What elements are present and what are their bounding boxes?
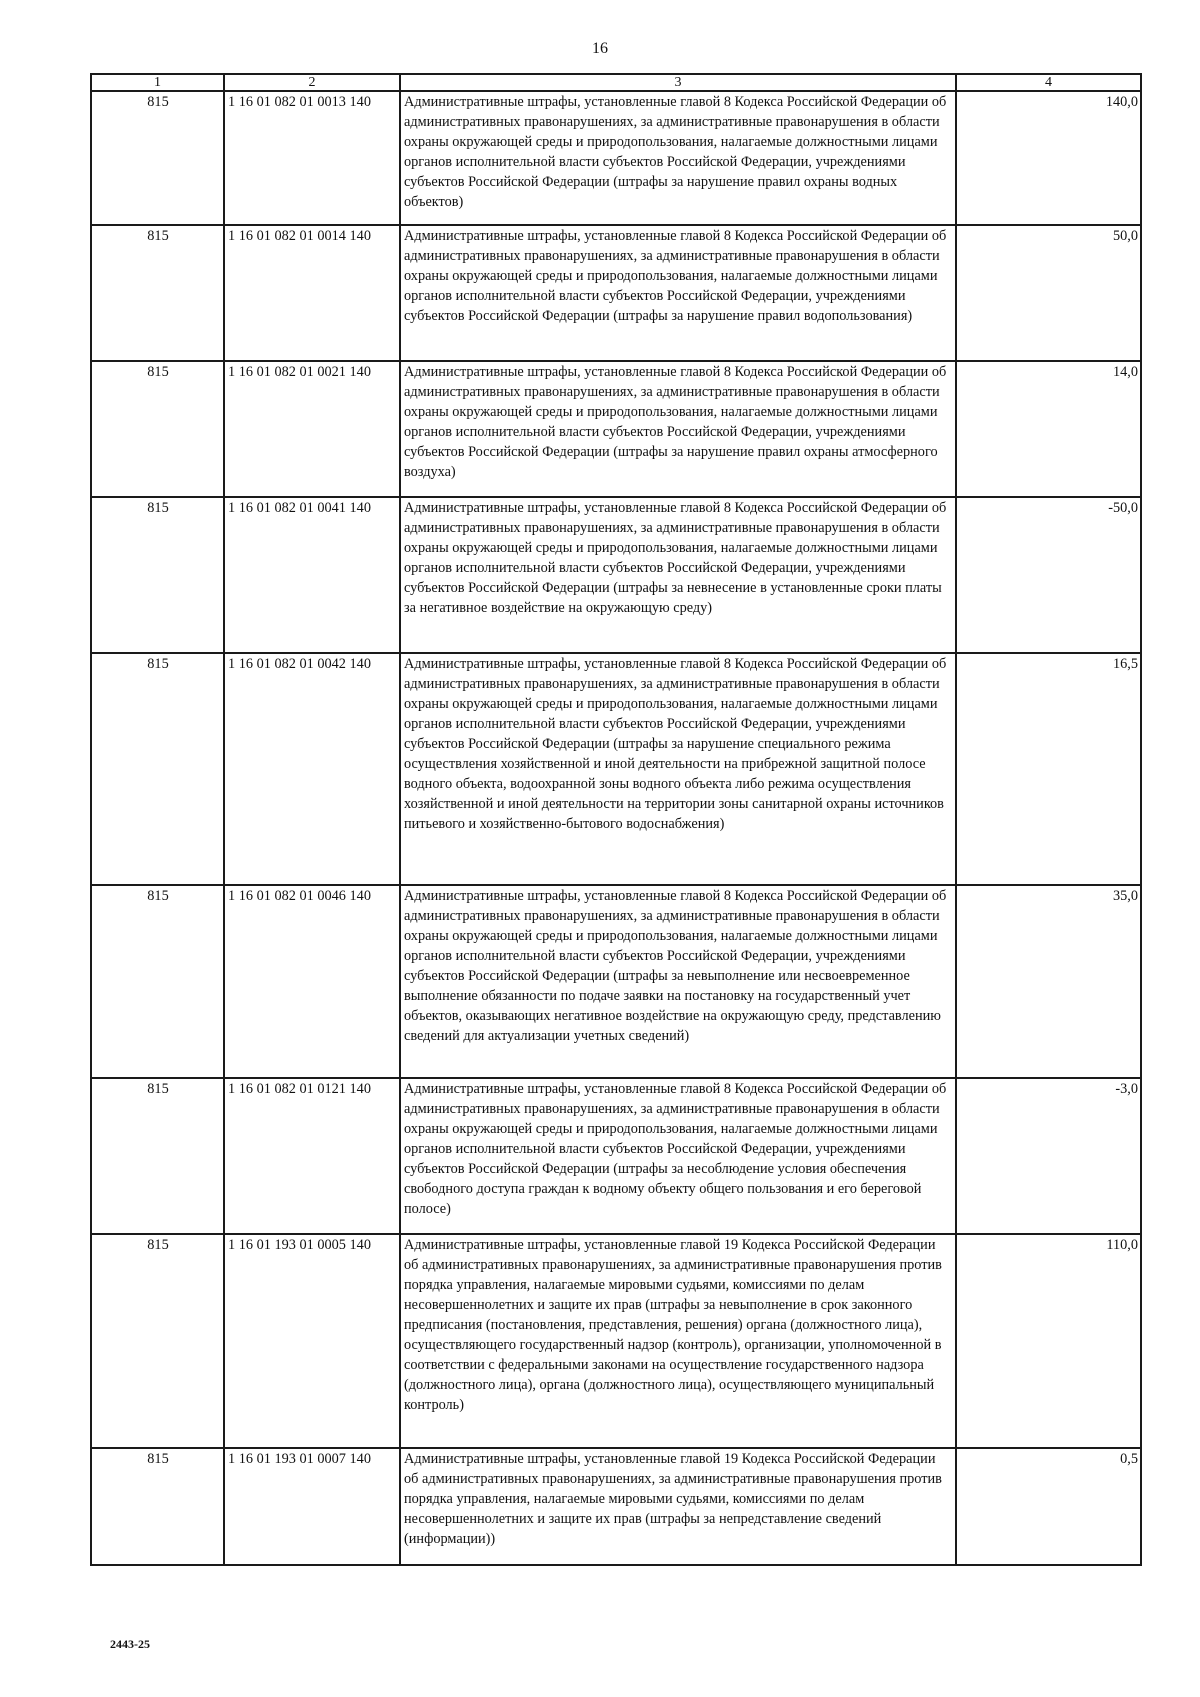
admin-code-cell: 815 bbox=[91, 1234, 224, 1448]
description-cell: Административные штрафы, установленные главой 8 Кодекса Российской Федерации об административных правонарушениях, за административные правонарушения в области охраны окружающей среды и природопользования, налагаемые должностными лицами органов исполнительной власти субъектов Российской Федерации, учреждениями субъектов Российской Федерации (штрафы за нарушение правил охраны атмосферного воздуха) bbox=[400, 361, 956, 497]
description-cell: Административные штрафы, установленные главой 8 Кодекса Российской Федерации об административных правонарушениях, за административные правонарушения в области охраны окружающей среды и природопользования, налагаемые должностными лицами органов исполнительной власти субъектов Российской Федерации, учреждениями субъектов Российской Федерации (штрафы за нарушение правил охраны водных объектов) bbox=[400, 91, 956, 225]
table-header bbox=[91, 74, 1141, 91]
description-cell: Административные штрафы, установленные главой 8 Кодекса Российской Федерации об административных правонарушениях, за административные правонарушения в области охраны окружающей среды и природопользования, налагаемые должностными лицами органов исполнительной власти субъектов Российской Федерации, учреждениями субъектов Российской Федерации (штрафы за нарушение специального режима осуществления хозяйственной и иной деятельности на прибрежной защитной полосе водного объекта, водоохранной зоны водного объекта либо режима осуществления хозяйственной и иной деятельности на территории зоны санитарной охраны источников питьевого и хозяйственно-бытового водоснабжения) bbox=[400, 653, 956, 885]
table-row bbox=[91, 1234, 1141, 1448]
amount-cell: -50,0 bbox=[956, 497, 1141, 653]
description-cell: Административные штрафы, установленные главой 8 Кодекса Российской Федерации об административных правонарушениях, за административные правонарушения в области охраны окружающей среды и природопользования, налагаемые должностными лицами органов исполнительной власти субъектов Российской Федерации, учреждениями субъектов Российской Федерации (штрафы за несоблюдение условия обеспечения свободного доступа граждан к водному объекту общего пользования и его береговой полосе) bbox=[400, 1078, 956, 1234]
description-cell: Административные штрафы, установленные главой 8 Кодекса Российской Федерации об административных правонарушениях, за административные правонарушения в области охраны окружающей среды и природопользования, налагаемые должностными лицами органов исполнительной власти субъектов Российской Федерации, учреждениями субъектов Российской Федерации (штрафы за невыполнение или несвоевременное выполнение обязанности по подаче заявки на постановку на государственный учет объектов, оказывающих негативное воздействие на окружающую среду, представлению сведений для актуализации учетных сведений) bbox=[400, 885, 956, 1078]
budget-code-cell: 1 16 01 082 01 0041 140 bbox=[224, 497, 400, 653]
table-row bbox=[91, 361, 1141, 497]
amount-cell: 50,0 bbox=[956, 225, 1141, 361]
admin-code-cell: 815 bbox=[91, 885, 224, 1078]
amount-cell: -3,0 bbox=[956, 1078, 1141, 1234]
table-row bbox=[91, 225, 1141, 361]
column-header-1: 1 bbox=[91, 74, 224, 91]
admin-code-cell: 815 bbox=[91, 497, 224, 653]
budget-code-cell: 1 16 01 082 01 0014 140 bbox=[224, 225, 400, 361]
budget-code-cell: 1 16 01 193 01 0005 140 bbox=[224, 1234, 400, 1448]
admin-code-cell: 815 bbox=[91, 91, 224, 225]
admin-code-cell: 815 bbox=[91, 361, 224, 497]
amount-cell: 140,0 bbox=[956, 91, 1141, 225]
description-cell: Административные штрафы, установленные главой 8 Кодекса Российской Федерации об административных правонарушениях, за административные правонарушения в области охраны окружающей среды и природопользования, налагаемые должностными лицами органов исполнительной власти субъектов Российской Федерации, учреждениями субъектов Российской Федерации (штрафы за нарушение правил водопользования) bbox=[400, 225, 956, 361]
table-row bbox=[91, 885, 1141, 1078]
budget-code-cell: 1 16 01 082 01 0046 140 bbox=[224, 885, 400, 1078]
document-code: 2443-25 bbox=[110, 1637, 150, 1651]
budget-code-cell: 1 16 01 082 01 0013 140 bbox=[224, 91, 400, 225]
budget-code-cell: 1 16 01 193 01 0007 140 bbox=[224, 1448, 400, 1565]
column-header-3: 3 bbox=[400, 74, 956, 91]
amount-cell: 16,5 bbox=[956, 653, 1141, 885]
description-cell: Административные штрафы, установленные главой 19 Кодекса Российской Федерации об административных правонарушениях, за административные правонарушения против порядка управления, налагаемые мировыми судьями, комиссиями по делам несовершеннолетних и защите их прав (штрафы за непредставление сведений (информации)) bbox=[400, 1448, 956, 1565]
table-body bbox=[91, 91, 1141, 1565]
table-row bbox=[91, 653, 1141, 885]
amount-cell: 14,0 bbox=[956, 361, 1141, 497]
budget-code-cell: 1 16 01 082 01 0021 140 bbox=[224, 361, 400, 497]
budget-code-cell: 1 16 01 082 01 0042 140 bbox=[224, 653, 400, 885]
column-header-2: 2 bbox=[224, 74, 400, 91]
column-header-4: 4 bbox=[956, 74, 1141, 91]
admin-code-cell: 815 bbox=[91, 1448, 224, 1565]
budget-table bbox=[90, 73, 1142, 1566]
admin-code-cell: 815 bbox=[91, 1078, 224, 1234]
table-row bbox=[91, 1078, 1141, 1234]
table-row bbox=[91, 91, 1141, 225]
header-row bbox=[91, 74, 1141, 91]
description-cell: Административные штрафы, установленные главой 8 Кодекса Российской Федерации об административных правонарушениях, за административные правонарушения в области охраны окружающей среды и природопользования, налагаемые должностными лицами органов исполнительной власти субъектов Российской Федерации, учреждениями субъектов Российской Федерации (штрафы за невнесение в установленные сроки платы за негативное воздействие на окружающую среду) bbox=[400, 497, 956, 653]
page-number: 16 bbox=[592, 40, 608, 57]
table-row bbox=[91, 1448, 1141, 1565]
table-row bbox=[91, 497, 1141, 653]
amount-cell: 110,0 bbox=[956, 1234, 1141, 1448]
admin-code-cell: 815 bbox=[91, 225, 224, 361]
budget-code-cell: 1 16 01 082 01 0121 140 bbox=[224, 1078, 400, 1234]
admin-code-cell: 815 bbox=[91, 653, 224, 885]
description-cell: Административные штрафы, установленные главой 19 Кодекса Российской Федерации об административных правонарушениях, за административные правонарушения против порядка управления, налагаемые мировыми судьями, комиссиями по делам несовершеннолетних и защите их прав (штрафы за невыполнение в срок законного предписания (постановления, представления, решения) органа (должностного лица), осуществляющего государственный надзор (контроль), организации, уполномоченной в соответствии с федеральными законами на осуществление государственного надзора (должностного лица), органа (должностного лица), осуществляющего муниципальный контроль) bbox=[400, 1234, 956, 1448]
amount-cell: 35,0 bbox=[956, 885, 1141, 1078]
amount-cell: 0,5 bbox=[956, 1448, 1141, 1565]
